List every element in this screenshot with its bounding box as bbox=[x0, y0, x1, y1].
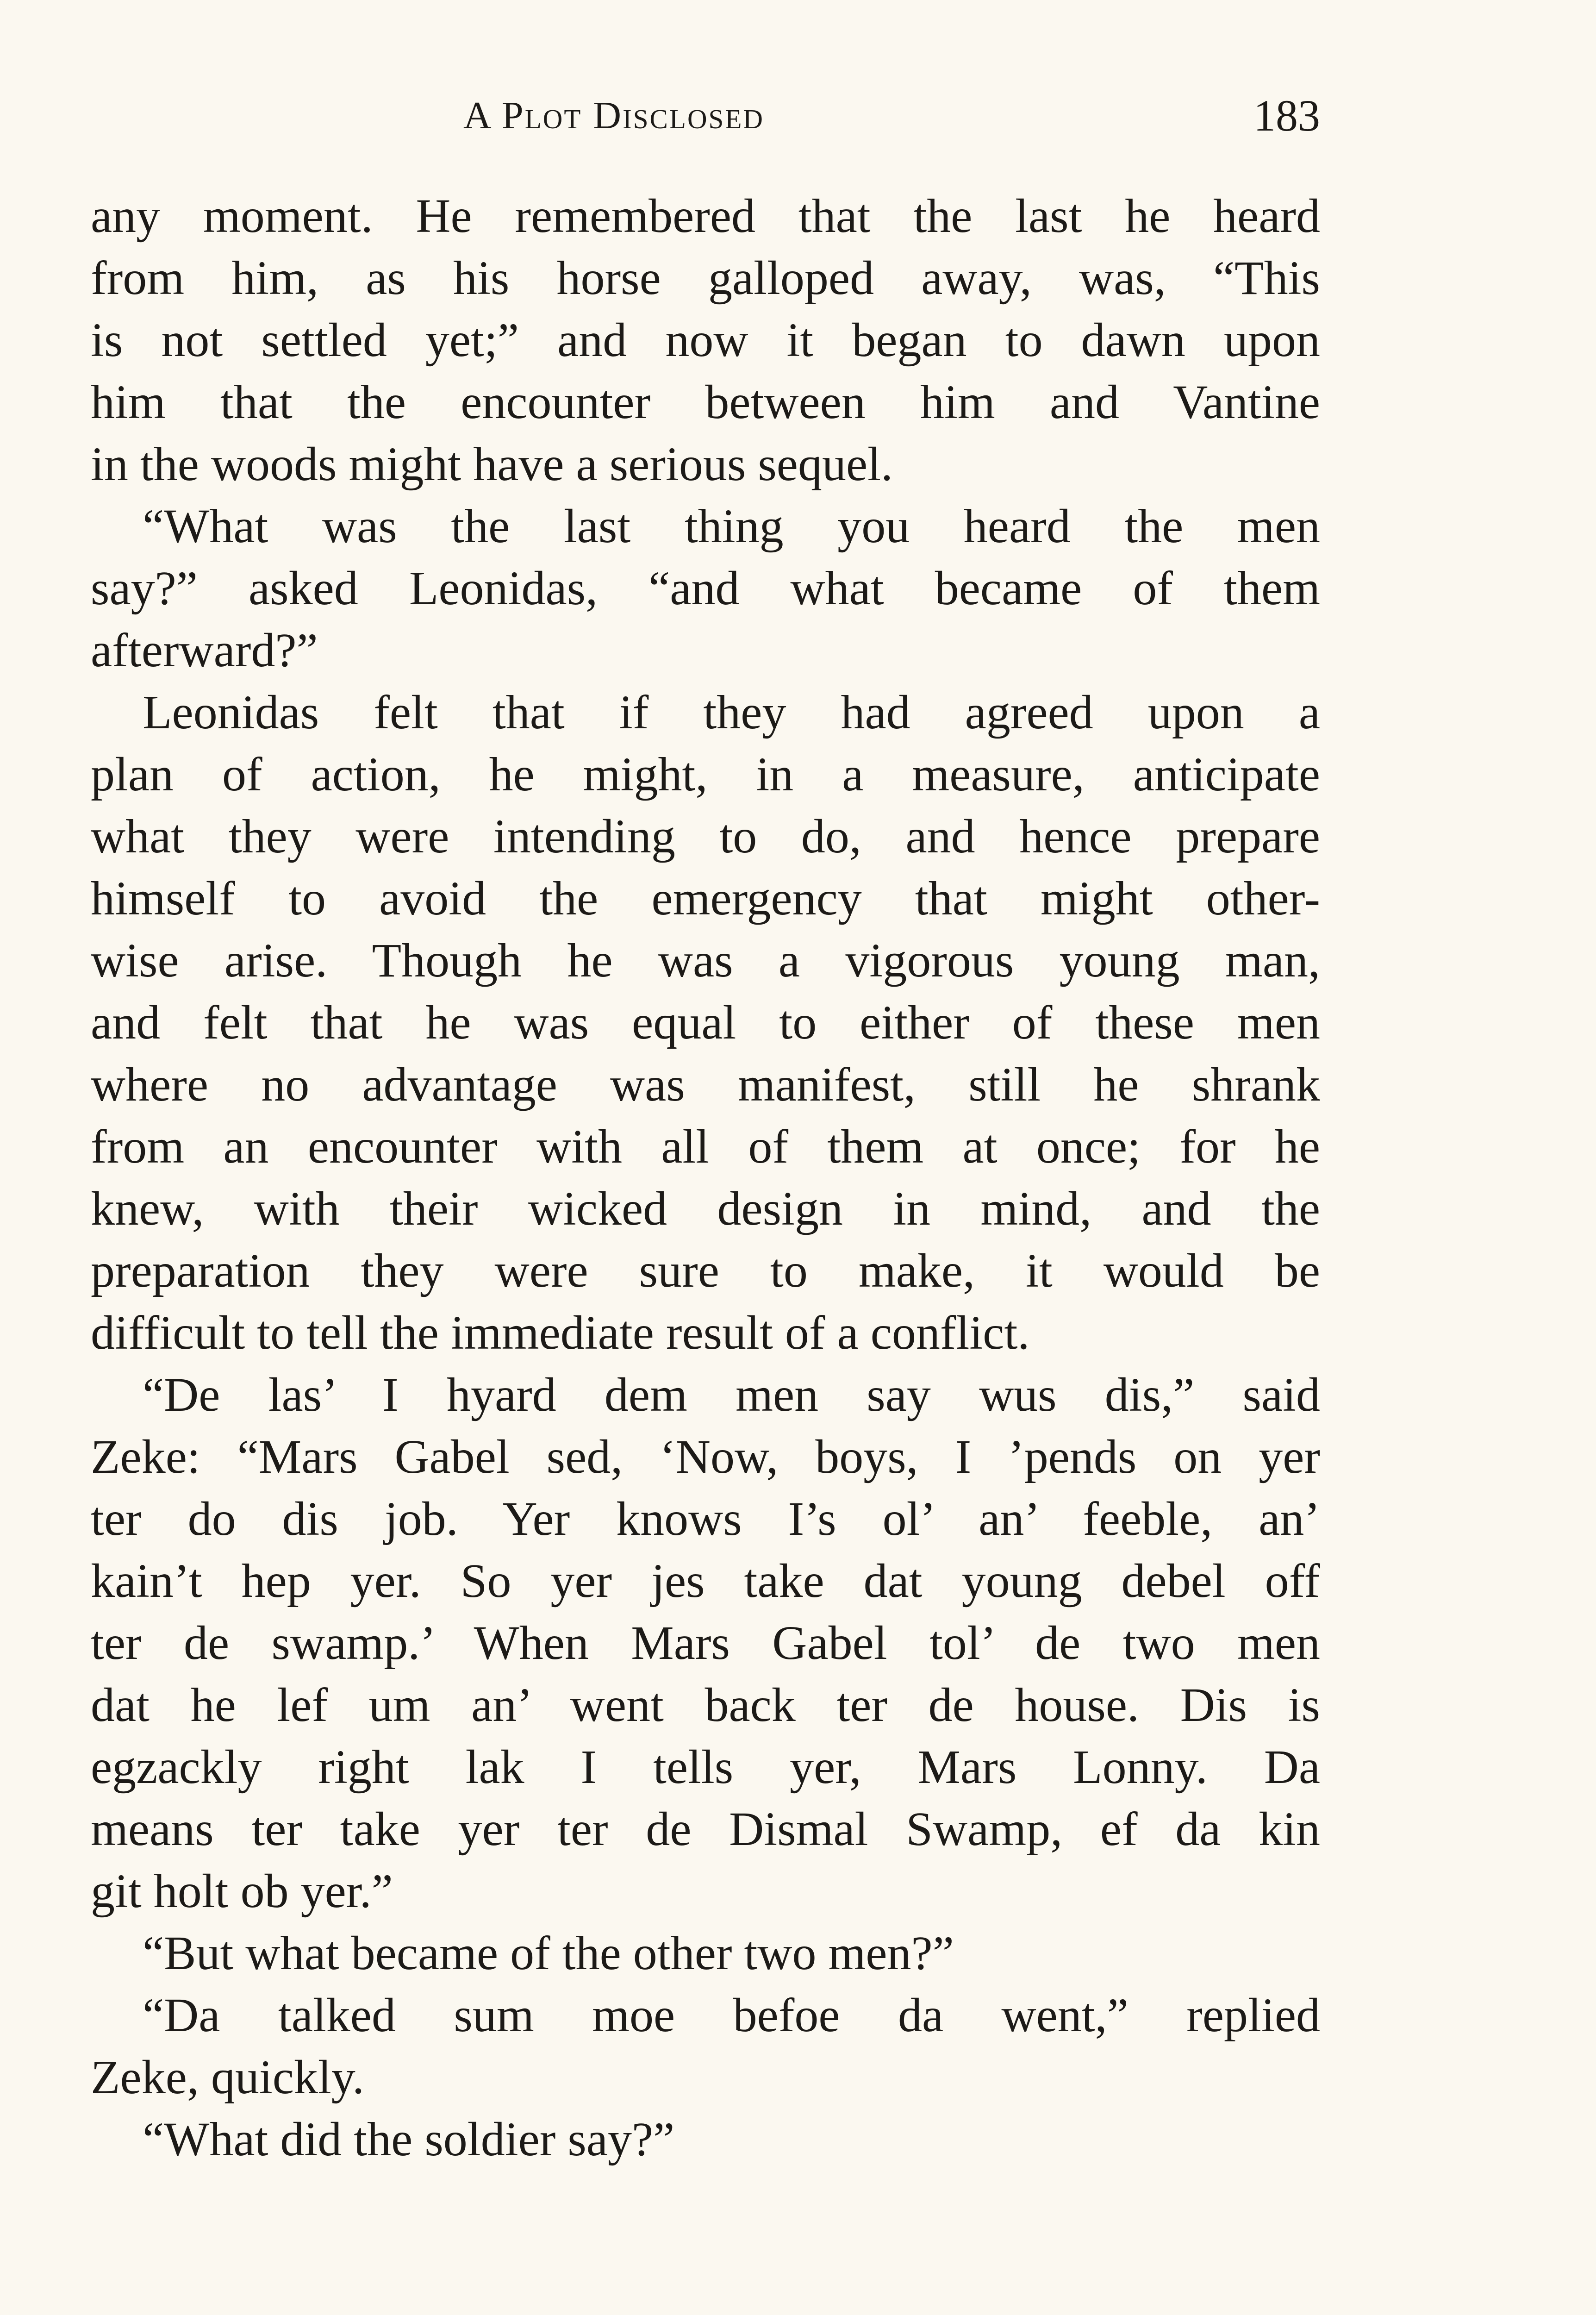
text-line: from an encounter with all of them at once; for he bbox=[91, 1120, 1320, 1173]
text-line: Leonidas felt that if they had agreed upon a bbox=[143, 686, 1320, 739]
text-line: difficult to tell the immediate result of a conflict. bbox=[91, 1306, 1030, 1359]
text-line: ter de swamp.’ When Mars Gabel tol’ de two men bbox=[91, 1616, 1320, 1670]
text-line: himself to avoid the emergency that might other- bbox=[91, 872, 1320, 925]
text-line: is not settled yet;” and now it began to dawn upon bbox=[91, 313, 1320, 367]
paragraph bbox=[91, 495, 1320, 682]
text-line: what they were intending to do, and hence prepare bbox=[91, 810, 1320, 863]
text-line: afterward?” bbox=[91, 624, 318, 677]
text-line: ter do dis job. Yer knows I’s ol’ an’ feeble, an’ bbox=[91, 1492, 1320, 1545]
page-header bbox=[91, 88, 1320, 144]
text-line: “Da talked sum moe befoe da went,” replied bbox=[143, 1989, 1320, 2042]
text-line: “But what became of the other two men?” bbox=[143, 1927, 954, 1980]
running-head: A Plot Disclosed bbox=[463, 94, 765, 137]
body-text bbox=[91, 185, 1320, 2171]
text-line: “What was the last thing you heard the men bbox=[143, 500, 1320, 553]
text-line: from him, as his horse galloped away, was, “This bbox=[91, 251, 1320, 305]
text-line: knew, with their wicked design in mind, and the bbox=[91, 1182, 1320, 1235]
text-line: “De las’ I hyard dem men say wus dis,” said bbox=[143, 1368, 1320, 1421]
text-line: where no advantage was manifest, still he shrank bbox=[91, 1058, 1320, 1111]
text-line: say?” asked Leonidas, “and what became of them bbox=[91, 562, 1320, 615]
text-line: and felt that he was equal to either of these men bbox=[91, 996, 1320, 1049]
text-line: “What did the soldier say?” bbox=[143, 2113, 675, 2166]
paragraph bbox=[91, 1984, 1320, 2109]
text-line: in the woods might have a serious sequel. bbox=[91, 438, 893, 491]
paragraph bbox=[91, 682, 1320, 1364]
paragraph bbox=[91, 1922, 1320, 1984]
page-number: 183 bbox=[1253, 91, 1320, 140]
text-line: preparation they were sure to make, it would be bbox=[91, 1244, 1320, 1297]
text-line: means ter take yer ter de Dismal Swamp, ef da kin bbox=[91, 1802, 1320, 1856]
text-line: any moment. He remembered that the last he heard bbox=[91, 189, 1320, 243]
text-line: Zeke: “Mars Gabel sed, ‘Now, boys, I ’pends on yer bbox=[91, 1430, 1320, 1483]
text-line: Zeke, quickly. bbox=[91, 2051, 365, 2104]
text-line: wise arise. Though he was a vigorous young man, bbox=[91, 934, 1320, 987]
text-line: kain’t hep yer. So yer jes take dat young debel off bbox=[91, 1554, 1320, 1608]
paragraph bbox=[91, 185, 1320, 495]
text-line: egzackly right lak I tells yer, Mars Lonny. Da bbox=[91, 1740, 1320, 1794]
text-line: him that the encounter between him and Vantine bbox=[91, 375, 1320, 429]
text-line: plan of action, he might, in a measure, anticipate bbox=[91, 748, 1320, 801]
text-line: git holt ob yer.” bbox=[91, 1865, 393, 1918]
text-line: dat he lef um an’ went back ter de house. Dis is bbox=[91, 1678, 1320, 1732]
paragraph bbox=[91, 1364, 1320, 1922]
paragraph bbox=[91, 2109, 1320, 2171]
